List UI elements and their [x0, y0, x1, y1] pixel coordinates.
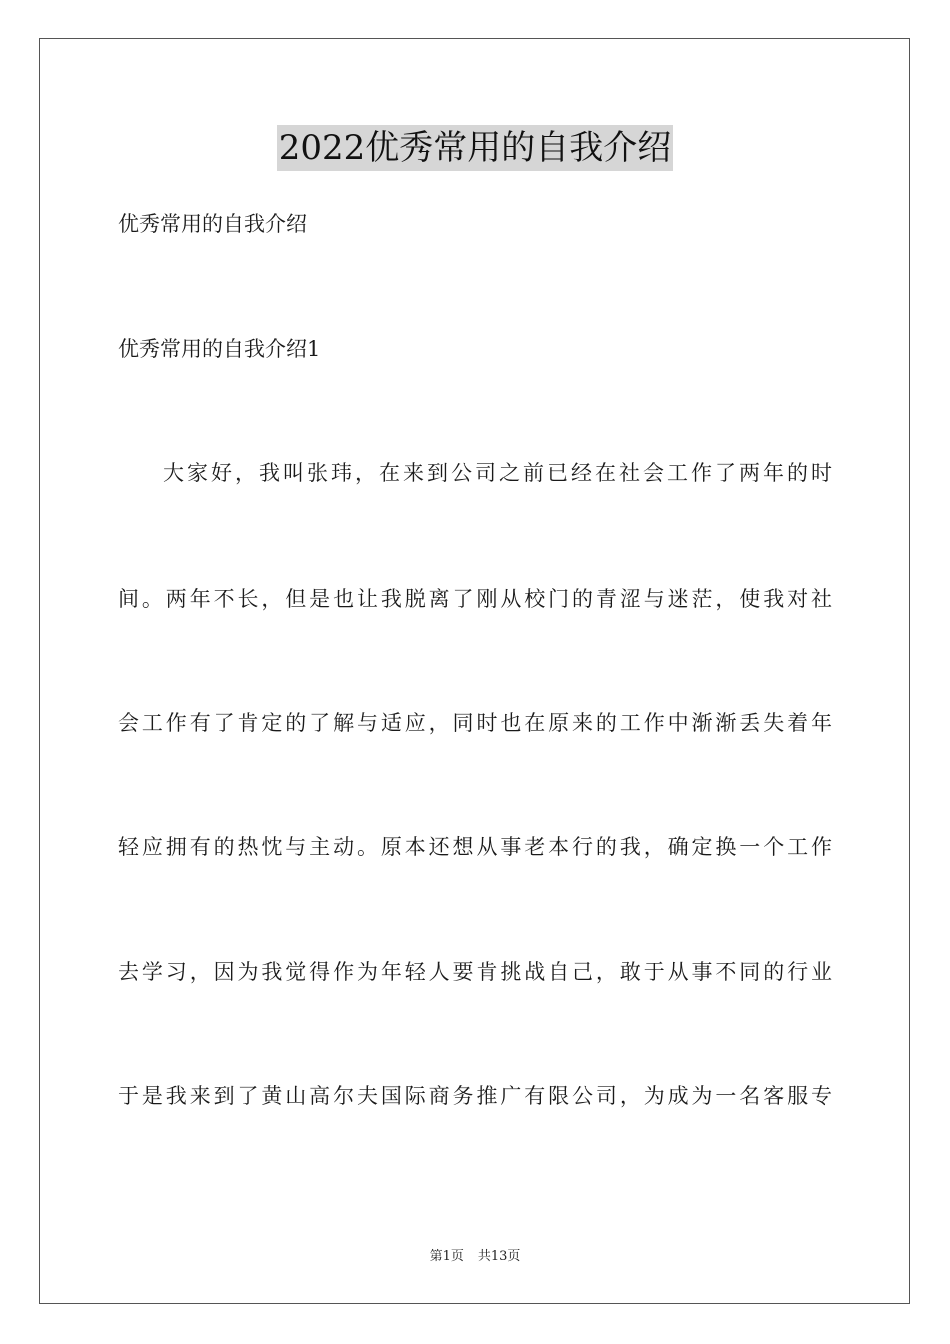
paragraph-line: 会工作有了肯定的了解与适应，同时也在原来的工作中渐渐丢失着年	[118, 711, 832, 735]
paragraph-line: 去学习，因为我觉得作为年轻人要肯挑战自己，敢于从事不同的行业	[118, 960, 832, 984]
section-heading: 优秀常用的自我介绍1	[118, 337, 321, 361]
paragraph-line: 轻应拥有的热忱与主动。原本还想从事老本行的我，确定换一个工作	[118, 835, 832, 859]
paragraph-line: 间。两年不长，但是也让我脱离了刚从校门的青涩与迷茫，使我对社	[118, 587, 832, 611]
paragraph-line: 于是我来到了黄山高尔夫国际商务推广有限公司，为成为一名客服专	[118, 1084, 832, 1108]
document-subtitle: 优秀常用的自我介绍	[118, 212, 307, 236]
page-footer	[0, 1248, 950, 1266]
page-number: 第1页	[429, 1249, 464, 1264]
document-title: 2022优秀常用的自我介绍	[277, 125, 674, 171]
page-total: 共13页	[477, 1249, 521, 1264]
paragraph-line: 大家好，我叫张玮，在来到公司之前已经在社会工作了两年的时	[163, 461, 832, 485]
title-container	[0, 125, 950, 171]
